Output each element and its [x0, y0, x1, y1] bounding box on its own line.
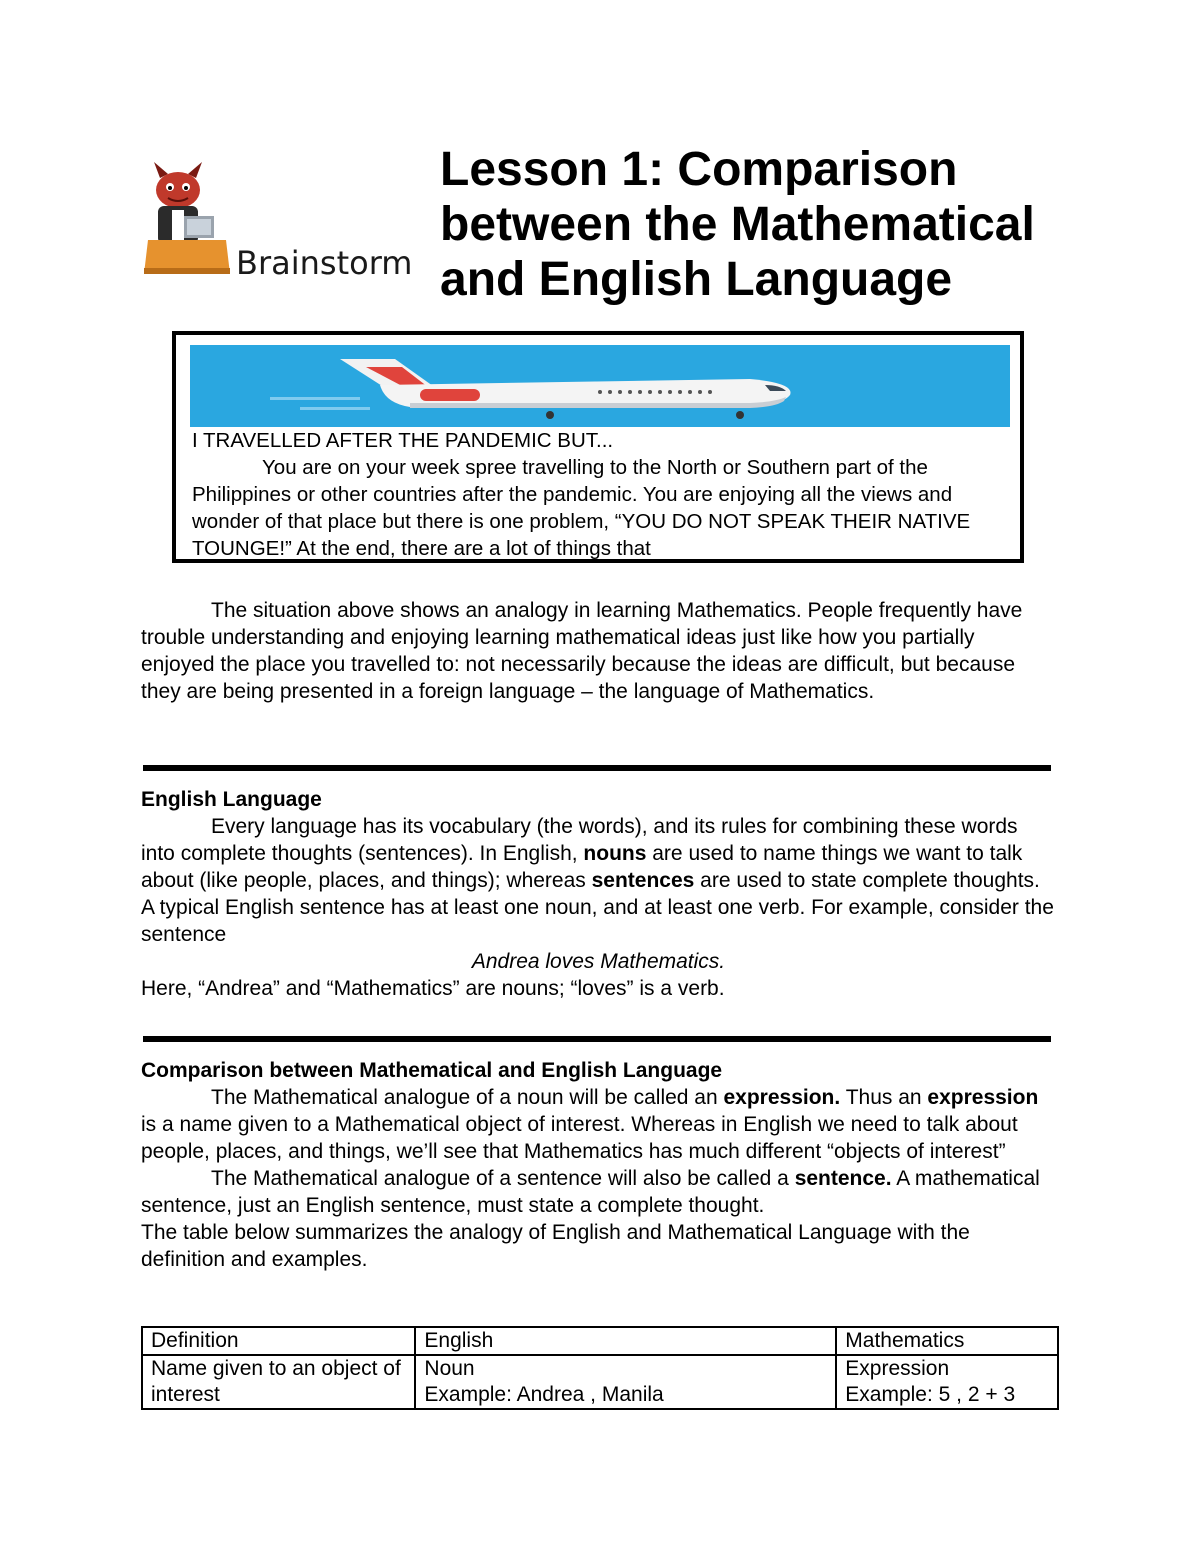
term-expression: expression [927, 1086, 1039, 1109]
cell-line: Expression [845, 1357, 950, 1380]
term-sentences: sentences [591, 869, 695, 892]
cell-line: Example: 5 , 2 + 3 [845, 1383, 1016, 1406]
table-cell: Name given to an object of interest [142, 1355, 415, 1409]
term-nouns: nouns [583, 842, 647, 865]
section-heading: Comparison between Mathematical and English Language [141, 1059, 723, 1082]
scenario-text [192, 427, 1012, 562]
table-header-cell: English [415, 1327, 836, 1355]
example-sentence: Andrea loves Mathematics. [471, 950, 726, 973]
table-cell [415, 1355, 836, 1409]
term-sentence: sentence. [794, 1167, 892, 1190]
text-run: are used to state complete thoughts. A typical English sentence has at least one noun, and at least one verb. For example, consider the sentence [141, 869, 1054, 946]
table-cell [836, 1355, 1058, 1409]
page-title [440, 142, 1160, 307]
table-header-cell: Definition [142, 1327, 415, 1355]
comparison-section [141, 1057, 1056, 1273]
example-explanation: Here, “Andrea” and “Mathematics” are nouns; “loves” is a verb. [141, 977, 725, 1000]
section-divider [143, 1036, 1051, 1042]
english-paragraph [141, 813, 1056, 948]
analogy-table [141, 1326, 1059, 1410]
comparison-paragraph-2 [141, 1165, 1056, 1219]
comparison-paragraph-1 [141, 1084, 1056, 1165]
text-run: are used to name things we want to talk about (like people, places, and things); whereas [141, 842, 1023, 892]
scenario-box [172, 331, 1024, 563]
english-language-section [141, 786, 1056, 1002]
title-line-3: and English Language [440, 253, 953, 306]
cell-line: Example: Andrea , Manila [424, 1383, 664, 1406]
text-run: Thus an [840, 1086, 928, 1109]
table-header-cell: Mathematics [836, 1327, 1058, 1355]
section-divider [143, 765, 1051, 771]
table-header-row [142, 1327, 1058, 1355]
text-run: A mathematical sentence, just an English sentence, must state a complete thought. [141, 1167, 1040, 1217]
scenario-heading: I TRAVELLED AFTER THE PANDEMIC BUT... [192, 429, 614, 452]
intro-paragraph: The situation above shows an analogy in learning Mathematics. People frequently have trouble understanding and enjoying learning mathematical ideas just like how you partially enjoyed the place you travelled to: not necessarily because the ideas are difficult, but because they are being presented in a foreign language – the language of Mathematics. [141, 599, 1023, 703]
title-line-2: between the Mathematical [440, 198, 1035, 251]
text-run: The Mathematical analogue of a noun will be called an [211, 1086, 724, 1109]
scenario-paragraph: You are on your week spree travelling to the North or Southern part of the Philippines or other countries after the pandemic. You are enjoying all the views and wonder of that place but there is one problem, “YOU DO NOT SPEAK THEIR NATIVE TOUNGE!” At the end, there are a lot of things that [192, 456, 971, 560]
title-line-1: Lesson 1: Comparison [440, 143, 958, 196]
table-row [142, 1355, 1058, 1409]
cell-line: Noun [424, 1357, 475, 1380]
text-run: The Mathematical analogue of a sentence will also be called a [211, 1167, 795, 1190]
airplane-icon [190, 345, 1010, 427]
text-run: Every language has its vocabulary (the words), and its rules for combining these words into complete thoughts (sentences). In English, [141, 815, 1018, 865]
comparison-paragraph-3: The table below summarizes the analogy of English and Mathematical Language with the definition and examples. [141, 1221, 970, 1271]
term-expression: expression. [723, 1086, 841, 1109]
text-run: is a name given to a Mathematical object of interest. Whereas in English we need to talk about people, places, and things, we’ll see that Mathematics has much different “objects of interest” [141, 1113, 1018, 1163]
brainstorm-label: Brainstorm [236, 244, 413, 282]
section-heading: English Language [141, 788, 322, 811]
